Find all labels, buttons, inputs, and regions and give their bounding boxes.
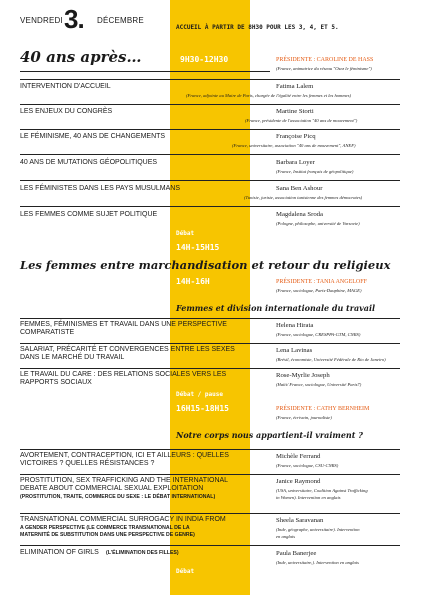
session2-topic-2-line1: SALARIAT, PRÉCARITÉ ET CONVERGENCES ENTRE LES SEXES (20, 346, 235, 353)
divider (20, 180, 400, 181)
divider (20, 206, 400, 207)
session3-speaker-2-sub-2: in Women). Intervention en anglais (276, 495, 341, 500)
session3-speaker-3: Sheela Saravanan (276, 517, 324, 524)
yellow-band (170, 0, 250, 595)
session3-topic-3-line1: TRANSNATIONAL COMMERCIAL SURROGACY IN INDIA FROM (20, 516, 226, 523)
session3-president: PRÉSIDENTE : CATHY BERNHEIM (276, 406, 370, 412)
divider (20, 513, 400, 514)
session3-subtitle: Notre corps nous appartient-il vraiment ? (176, 430, 363, 440)
session2-topic-2-line2: DANS LE MARCHÉ DU TRAVAIL (20, 354, 125, 361)
session3-topic-4: ELIMINATION OF GIRLS (20, 549, 99, 556)
session2-speaker-1-sub: (France, sociologue, CRESPPA-GTM, CNRS) (276, 332, 361, 337)
session1-debat: Débat (176, 230, 195, 237)
header-accueil: ACCUEIL À PARTIR DE 8H30 POUR LES 3, 4, ET 5. (176, 24, 339, 31)
session1-speaker-1: Fatima Lalem (276, 83, 314, 90)
session1-speaker-5: Sana Ben Ashour (276, 185, 323, 192)
divider (20, 318, 400, 319)
session2-time: 14H-16H (176, 277, 210, 286)
divider (20, 129, 400, 130)
session2-speaker-1: Helena Hirata (276, 322, 314, 329)
lunch-time: 14H-15H15 (176, 243, 220, 252)
session2-title: Les femmes entre marchandisation et retour du religieux (20, 258, 391, 272)
divider (20, 343, 400, 344)
session1-speaker-4-sub: (France, Institut français de géopolitique) (276, 169, 354, 174)
session1-speaker-3-sub: (France, universitaire, association "40 ans de mouvement", ANEF) (232, 143, 356, 148)
session3-debat: Débat (176, 568, 195, 575)
session3-topic-3-line2: A GENDER PERSPECTIVE (LE COMMERCE TRANSNATIONAL DE LA (20, 525, 190, 531)
divider (20, 545, 400, 546)
session3-speaker-4: Paula Banerjee (276, 550, 317, 557)
divider (20, 449, 400, 450)
divider (20, 71, 270, 72)
session3-president-sub: (France, écrivain, journaliste) (276, 415, 332, 420)
session1-speaker-6: Magdalena Sroda (276, 211, 323, 218)
session3-topic-2-line3: (PROSTITUTION, TRAITE, COMMERCE DU SEXE : LE DÉBAT INTERNATIONAL) (20, 494, 216, 500)
session1-speaker-6-sub: (Pologne, philosophe, université de Varsovie) (276, 221, 360, 226)
session1-topic-1: INTERVENTION D'ACCUEIL (20, 83, 111, 90)
session1-president: PRÉSIDENTE : CAROLINE DE HASS (276, 57, 374, 63)
session2-topic-1-line1: FEMMES, FÉMINISMES ET TRAVAIL DANS UNE PERSPECTIVE (20, 321, 227, 328)
session3-topic-1-line1: AVORTEMENT, CONTRACEPTION, ICI ET AILLEURS : QUELLES (20, 452, 229, 459)
session1-topic-2: LES ENJEUX DU CONGRÈS (20, 108, 113, 115)
header-month: DÉCEMBRE (97, 16, 144, 25)
session3-topic-1-line2: VICTOIRES ? QUELLES RÉSISTANCES ? (20, 460, 155, 467)
session2-speaker-3: Rose-Myrlie Joseph (276, 372, 330, 379)
session3-topic-3-line3: MATERNITÉ DE SUBSTITUTION DANS UNE PERSPECTIVE DE GENRE) (20, 532, 195, 538)
session2-speaker-2: Lena Lavinas (276, 347, 313, 354)
session3-speaker-1: Michèle Ferrand (276, 453, 321, 460)
divider (20, 104, 400, 105)
session1-time: 9H30-12H30 (180, 55, 229, 64)
session2-debat-pause: Débat / pause (176, 391, 223, 398)
session1-speaker-3: Françoise Picq (276, 133, 316, 140)
session3-topic-2-line1: PROSTITUTION, SEX TRAFFICKING AND THE INTERNATIONAL (20, 477, 229, 484)
session1-topic-6: LES FEMMES COMME SUJET POLITIQUE (20, 211, 158, 218)
session2-president: PRÉSIDENTE : TANIA ANGELOFF (276, 279, 367, 285)
session2-topic-3-line1: LE TRAVAIL DU CARE : DES RELATIONS SOCIALES VERS LES (20, 371, 227, 378)
divider (20, 79, 400, 80)
divider (20, 474, 400, 475)
session3-speaker-4-sub: (Inde, universitaire,). Intervention en anglais (276, 560, 359, 565)
session1-speaker-1-sub: (France, adjointe au Maire de Paris, chargée de l'égalité entre les femmes et les hommes) (186, 93, 352, 98)
divider (20, 368, 400, 369)
session2-topic-1-line2: COMPARATISTE (20, 329, 75, 336)
session1-speaker-2-sub: (France, présidente de l'association "40 ans de mouvement") (245, 118, 358, 123)
session2-subtitle: Femmes et division internationale du travail (176, 303, 376, 313)
header-day: VENDREDI (20, 16, 63, 25)
session1-topic-3: LE FÉMINISME, 40 ANS DE CHANGEMENTS (20, 133, 166, 140)
session2-topic-3-line2: RAPPORTS SOCIAUX (20, 379, 92, 386)
session3-speaker-3-sub-2: en anglais (276, 534, 296, 539)
session1-president-sub: (France, animatrice du réseau "Osez le féminisme") (276, 66, 372, 71)
session3-speaker-1-sub: (France, sociologue, CSU-CNRS) (276, 463, 339, 468)
session2-speaker-2-sub: (Brésil, économiste, Université Fédérale de Rio de Janeiro) (276, 357, 386, 362)
session3-topic-2-line2: DEBATE ABOUT COMMERCIAL SEXUAL EXPLOITATION (20, 485, 204, 492)
session2-speaker-3-sub: (Haïti/ France, sociologue, Université Paris7) (276, 382, 362, 387)
session1-speaker-2: Martine Storti (276, 108, 314, 115)
session1-title: 40 ans après… (20, 48, 142, 66)
session1-speaker-5-sub: (Tunisie, juriste, association tunisienne des femmes démocrates) (244, 195, 363, 200)
session1-topic-4: 40 ANS DE MUTATIONS GÉOPOLITIQUES (20, 159, 158, 166)
session3-speaker-2: Janice Raymond (276, 478, 321, 485)
session3-topic-4-small: (L'ÉLIMINATION DES FILLES) (106, 550, 179, 556)
header-day-number: 3. (64, 4, 84, 34)
session2-president-sub: (France, sociologue, Paris-Dauphine, MAGE) (276, 288, 362, 293)
session3-speaker-2-sub-1: (USA, universitaire, Coalition Against Trafficking (276, 488, 368, 493)
session3-speaker-3-sub-1: (Inde, géographe, universitaire). Intervention (276, 527, 360, 532)
session1-speaker-4: Barbara Loyer (276, 159, 315, 166)
session3-time: 16H15-18H15 (176, 404, 229, 413)
session1-topic-5: LES FÉMINISTES DANS LES PAYS MUSULMANS (20, 185, 181, 192)
divider (20, 154, 400, 155)
